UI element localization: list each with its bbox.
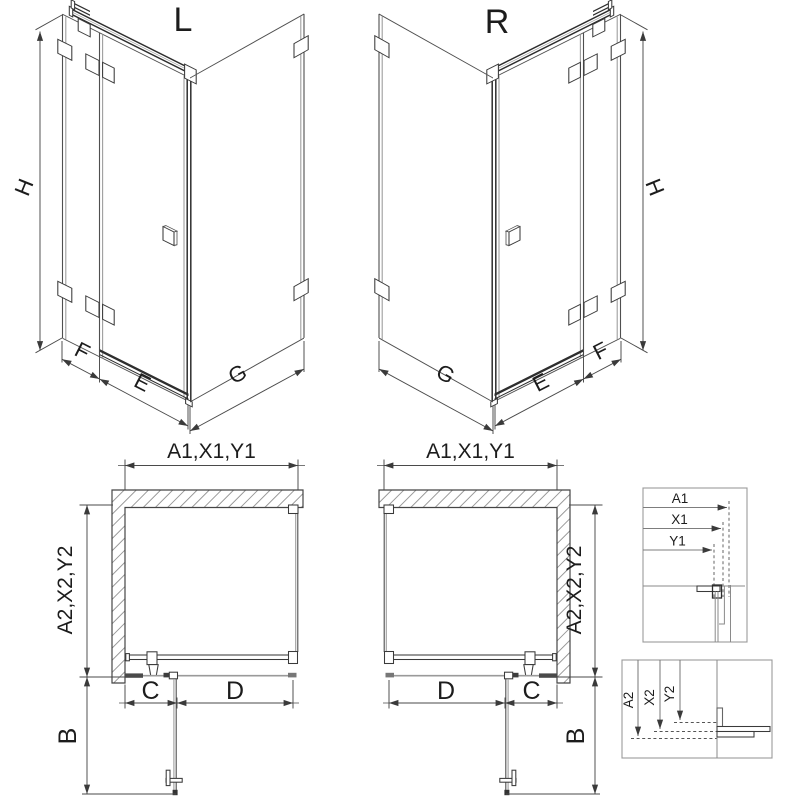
- detail-box-width-refs: [643, 488, 747, 642]
- plan-width-label-left: A1,X1,Y1: [167, 440, 256, 463]
- iso-view-right: [375, 0, 648, 434]
- dim-label-height-right: H: [640, 175, 670, 200]
- dim-label-height-left: H: [9, 175, 39, 200]
- detail-label-a1: A1: [671, 491, 689, 506]
- dim-label-fixed-left: F: [70, 336, 95, 366]
- plan-b-label-right: B: [562, 727, 590, 745]
- dim-label-door-right: E: [528, 367, 553, 397]
- plan-c-label-right: C: [522, 677, 541, 705]
- wall-section-left-plan: [112, 490, 303, 683]
- detail-label-y2: Y2: [662, 685, 677, 703]
- labels-plan-left: [54, 440, 256, 744]
- labels-iso-right: [432, 3, 669, 397]
- plan-depth-label-left: A2,X2,Y2: [54, 545, 77, 635]
- detail-box-depth-refs: [621, 660, 772, 758]
- dim-label-fixed-right: F: [588, 336, 613, 366]
- dim-label-side-right: G: [432, 358, 460, 389]
- dim-label-side-left: G: [223, 358, 251, 389]
- iso-view-left: [36, 0, 309, 434]
- plan-depth-label-right: A2,X2,Y2: [563, 545, 586, 635]
- plan-width-label-right: A1,X1,Y1: [426, 440, 515, 463]
- detail-label-x1: X1: [671, 512, 688, 527]
- plan-d-label-right: D: [436, 677, 456, 705]
- detail-label-x2: X2: [642, 689, 657, 706]
- detail-label-a2: A2: [621, 691, 636, 709]
- version-label-right: R: [484, 3, 510, 41]
- detail-label-y1: Y1: [669, 533, 686, 549]
- version-label-left: L: [173, 1, 193, 39]
- wall-section-right-plan: [379, 490, 570, 683]
- plan-b-label-left: B: [54, 727, 82, 745]
- labels-iso-left: [9, 1, 250, 397]
- plan-c-label-left: C: [141, 677, 160, 705]
- plan-d-label-left: D: [225, 677, 245, 705]
- dim-label-door-left: E: [130, 367, 155, 397]
